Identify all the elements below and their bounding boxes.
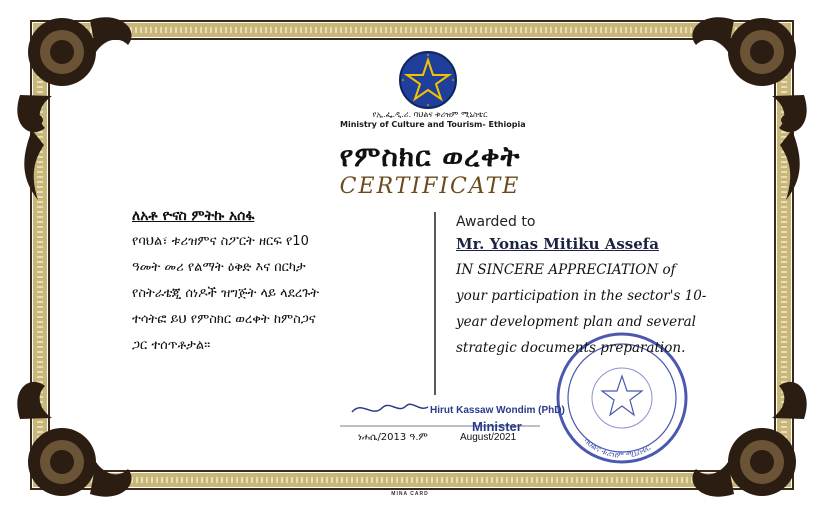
ministry-name-english: Ministry of Culture and Tourism- Ethiopia [340,120,526,129]
date-gregorian: August/2021 [460,432,517,443]
ethiopia-emblem [400,52,456,108]
printer-mark: MINA CARD [391,491,429,497]
ministry-name-amharic: የኢ.ፌ.ዲ.ሪ. ባህልና ቱሪዝም ሚኒስቴር [372,110,488,119]
title-english: CERTIFICATE [339,174,521,199]
amharic-body-line: ዓመት መሪ የልማት ዕቅድ እና በርካታ [132,260,306,275]
english-body-line: your participation in the sector's 10- [456,288,707,304]
stamp-text: ባህልና ቱሪዝም ሚኒስቴር [582,435,653,460]
amharic-body-line: ተሳትፎ ይህ የምስክር ወረቀት ከምስጋና [132,312,316,327]
english-body-line: IN SINCERE APPRECIATION of [456,262,676,278]
english-body-line: year development plan and several [456,314,696,330]
title-amharic: የምስክር ወረቀት [339,140,521,173]
signatory-name: Hirut Kassaw Wondim (PhD) [430,405,565,416]
awarded-to-label: Awarded to [456,214,536,230]
signatory-title: Minister [472,419,522,434]
recipient-name-english: Mr. Yonas Mitiku Assefa [456,235,659,253]
amharic-body-line: የስትራቴጂ ሰነዶች ዝግጅት ላይ ላደረጉት [132,286,320,301]
english-body-line: strategic documents preparation. [456,340,686,356]
recipient-name-amharic: ለአቶ ዮናስ ምትኩ አሰፋ [132,208,255,224]
amharic-body-line: ጋር ተሰጥቶታል። [132,338,211,353]
signature [352,404,428,412]
amharic-body-line: የባህል፣ ቱሪዝምና ስፖርት ዘርፍ የ10 [132,234,309,249]
date-ethiopian: ነሐሴ/2013 ዓ.ም [358,432,428,443]
